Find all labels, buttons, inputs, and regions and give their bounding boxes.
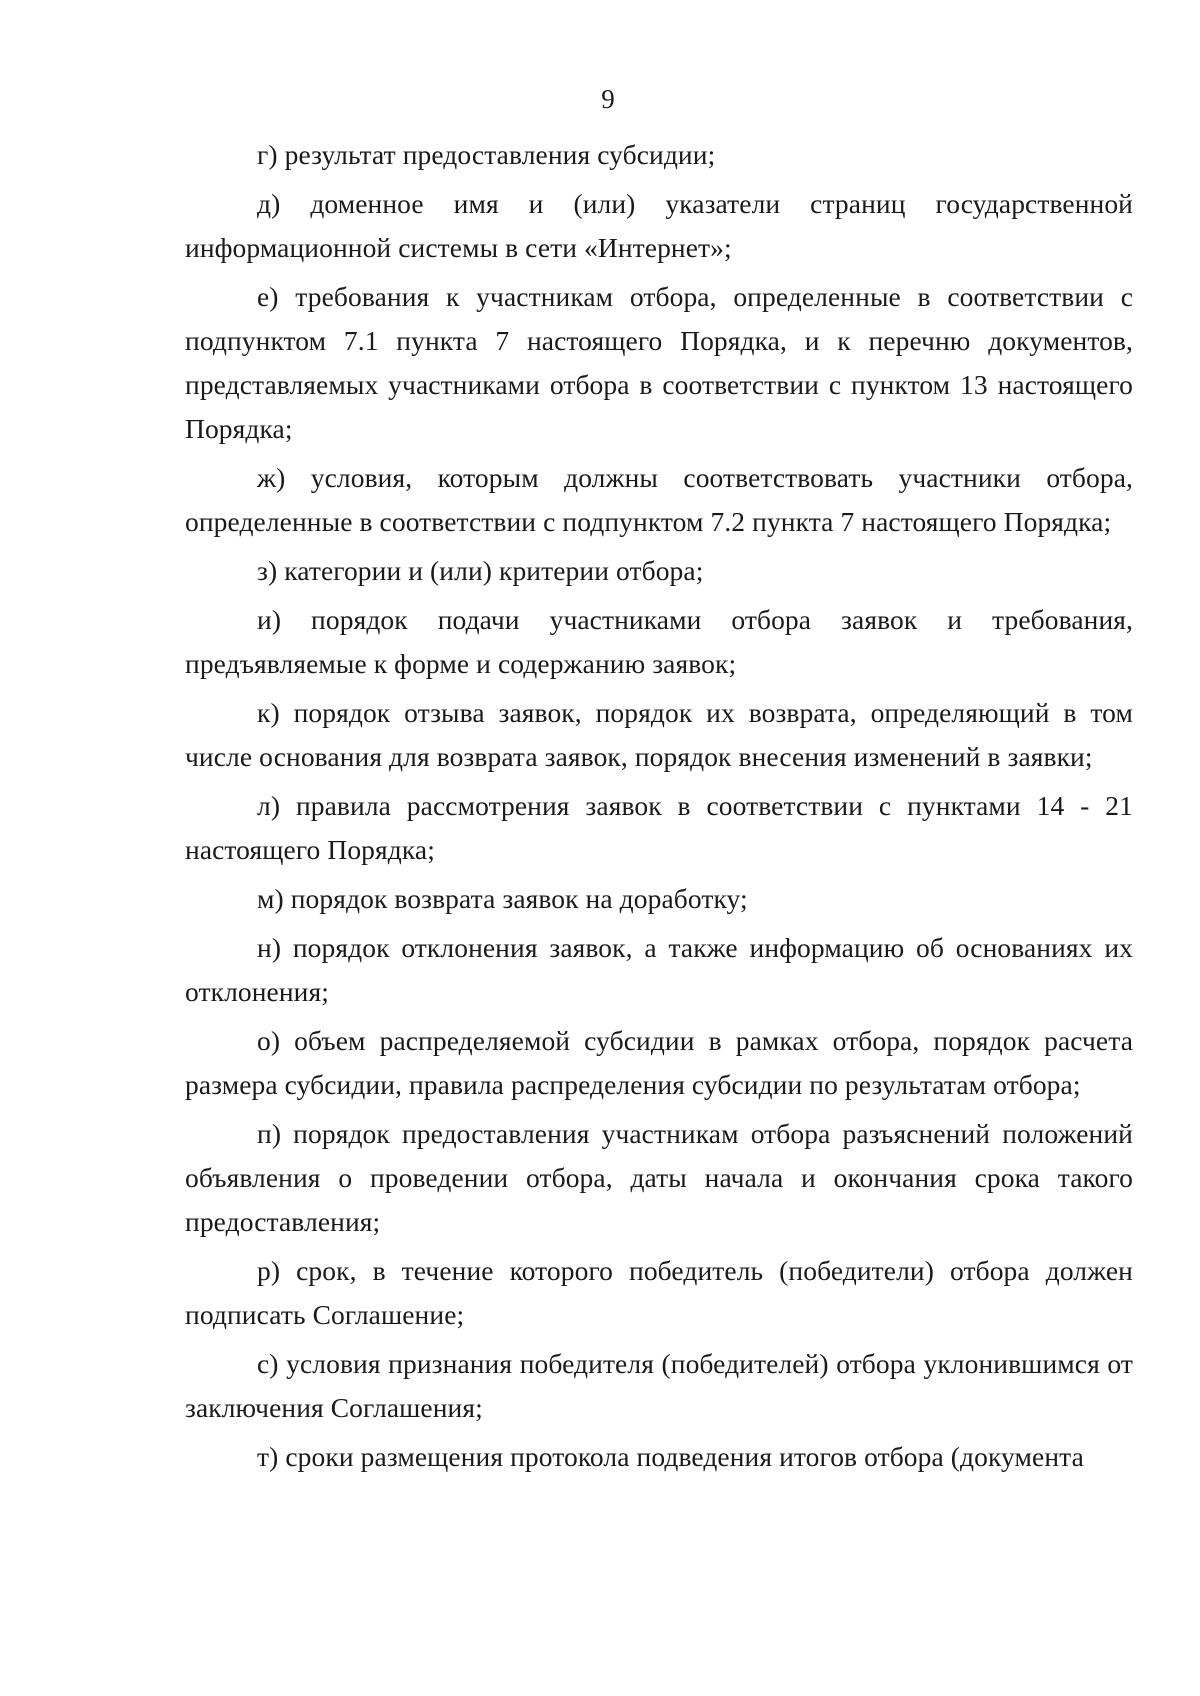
paragraph-g: г) результат предоставления субсидии; bbox=[257, 139, 716, 170]
paragraph-d: д) доменное имя и (или) указатели страниц государственной информационной системы в сети «Интернет»; bbox=[185, 188, 1133, 263]
document-body bbox=[185, 133, 1133, 1484]
paragraph-p: п) порядок предоставления участникам отбора разъяснений положений объявления о проведении отбора, даты начала и окончания срока такого предоставления; bbox=[185, 1118, 1133, 1237]
paragraph-t: т) сроки размещения протокола подведения итогов отбора (документа bbox=[257, 1441, 1084, 1472]
paragraph-k: к) порядок отзыва заявок, порядок их возврата, определяющий в том числе основания для возврата заявок, порядок внесения изменений в заявки; bbox=[185, 697, 1133, 772]
page-number: 9 bbox=[601, 84, 615, 114]
paragraph-zh: ж) условия, которым должны соответствовать участники отбора, определенные в соответствии с подпунктом 7.2 пункта 7 настоящего Порядка; bbox=[185, 462, 1133, 537]
paragraph-i: и) порядок подачи участниками отбора заявок и требования, предъявляемые к форме и содержанию заявок; bbox=[185, 604, 1133, 679]
paragraph-l: л) правила рассмотрения заявок в соответствии с пунктами 14 - 21 настоящего Порядка; bbox=[185, 790, 1133, 865]
paragraph-s: с) условия признания победителя (победителей) отбора уклонившимся от заключения Соглашения; bbox=[185, 1348, 1133, 1423]
paragraph-m: м) порядок возврата заявок на доработку; bbox=[257, 883, 748, 914]
paragraph-r: р) срок, в течение которого победитель (победители) отбора должен подписать Соглашение; bbox=[185, 1255, 1133, 1330]
paragraph-n: н) порядок отклонения заявок, а также информацию об основаниях их отклонения; bbox=[185, 932, 1133, 1007]
paragraph-o: о) объем распределяемой субсидии в рамках отбора, порядок расчета размера субсидии, правила распределения субсидии по результатам отбора; bbox=[185, 1025, 1133, 1100]
paragraph-z: з) категории и (или) критерии отбора; bbox=[257, 555, 704, 586]
paragraph-e: е) требования к участникам отбора, определенные в соответствии с подпунктом 7.1 пункта 7 настоящего Порядка, и к перечню документов, представляемых участниками отбора в соответствии с пунктом 13 настоящего Порядка; bbox=[185, 281, 1133, 444]
